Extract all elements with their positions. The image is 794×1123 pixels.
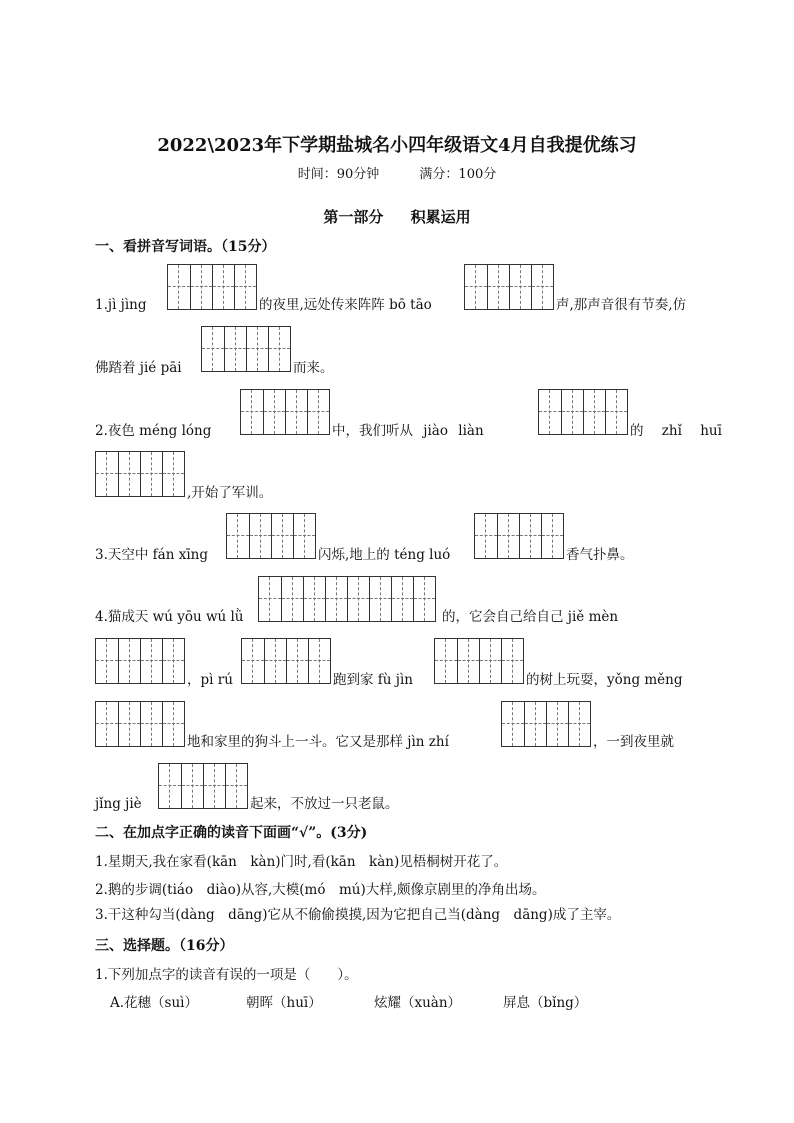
q4-text-e: 的树上玩耍，yǒng měng bbox=[526, 672, 683, 688]
exam-score: 满分：100分 bbox=[419, 167, 497, 182]
s3-question-1: 1.下列加点字的读音有误的一项是（ ）。 bbox=[95, 967, 358, 983]
answer-grid[interactable] bbox=[226, 513, 316, 559]
section1-heading: 一、看拼音写词语。（15分） bbox=[95, 239, 276, 255]
section2-heading: 二、在加点字正确的读音下面画“√”。(3分) bbox=[95, 825, 368, 841]
q4-text-g: ，一到夜里就 bbox=[593, 734, 674, 750]
answer-grid[interactable] bbox=[240, 389, 330, 435]
q2-text-b: 中，我们听从 jiào liàn bbox=[332, 423, 484, 439]
q4-text-d: 跑到家 fù jìn bbox=[333, 672, 413, 688]
s3-option-a3: 炫耀（xuàn） bbox=[374, 995, 462, 1011]
answer-grid[interactable] bbox=[501, 701, 591, 747]
answer-grid[interactable] bbox=[474, 513, 564, 559]
exam-time: 时间：90分钟 bbox=[297, 167, 380, 182]
answer-grid[interactable] bbox=[434, 638, 524, 684]
q1-text-d: 佛踏着 jié pāi bbox=[95, 360, 182, 376]
q3-text-b: 闪烁,地上的 téng luó bbox=[318, 547, 451, 563]
answer-grid[interactable] bbox=[95, 701, 185, 747]
q3-text-c: 香气扑鼻。 bbox=[566, 547, 634, 563]
answer-grid[interactable] bbox=[464, 264, 554, 310]
answer-grid[interactable] bbox=[241, 638, 331, 684]
q4-text-f: 地和家里的狗斗上一斗。它又是那样 jìn zhí bbox=[187, 734, 449, 750]
s3-option-a4: 屏息（bǐng） bbox=[503, 995, 588, 1011]
answer-grid[interactable] bbox=[95, 451, 185, 497]
q4-text-a: 4.猫成天 wú yōu wú lǜ bbox=[95, 609, 244, 625]
answer-grid[interactable] bbox=[258, 576, 436, 622]
q1-text-b: 的夜里,远处传来阵阵 bō tāo bbox=[259, 297, 432, 313]
q1-text-c: 声,那声音很有节奏,仿 bbox=[556, 297, 687, 313]
page-title: 2022\2023年下学期盐城名小四年级语文4月自我提优练习 bbox=[157, 135, 637, 156]
q1-text-a: 1.jì jìng bbox=[95, 297, 147, 313]
answer-grid[interactable] bbox=[201, 326, 291, 372]
q4-text-b: 的，它会自己给自己 jiě mèn bbox=[442, 609, 619, 625]
answer-grid[interactable] bbox=[167, 264, 257, 310]
q2-text-c: 的 zhǐ huī bbox=[630, 423, 722, 439]
answer-grid[interactable] bbox=[95, 638, 185, 684]
s2-line-2: 2.鹅的步调(tiáo diào)从容,大模(mó mú)大样,颇像京剧里的净角出场。 bbox=[95, 882, 546, 898]
section3-heading: 三、选择题。（16分） bbox=[95, 938, 234, 954]
answer-grid[interactable] bbox=[538, 389, 628, 435]
q2-text-a: 2.夜色 méng lóng bbox=[95, 423, 212, 439]
exam-info bbox=[0, 166, 794, 184]
q2-text-d: ,开始了军训。 bbox=[187, 485, 273, 501]
q4-text-h: jǐng jiè bbox=[95, 796, 142, 812]
s3-option-a2: 朝晖（huī） bbox=[246, 995, 322, 1011]
q1-text-e: 而来。 bbox=[293, 360, 334, 376]
part-heading: 第一部分 积累运用 bbox=[323, 208, 471, 226]
answer-grid[interactable] bbox=[158, 763, 248, 809]
s3-option-a1: A.花穗（suì） bbox=[110, 995, 198, 1011]
q4-text-c: ，pì rú bbox=[187, 672, 233, 688]
q4-text-i: 起来，不放过一只老鼠。 bbox=[250, 796, 399, 812]
s2-line-3: 3.干这种勾当(dàng dāng)它从不偷偷摸摸,因为它把自己当(dàng dāng)成了主宰。 bbox=[95, 907, 621, 923]
s2-line-1: 1.星期天,我在家看(kān kàn)门时,看(kān kàn)见梧桐树开花了。 bbox=[95, 854, 508, 870]
q3-text-a: 3.天空中 fán xīng bbox=[95, 547, 208, 563]
